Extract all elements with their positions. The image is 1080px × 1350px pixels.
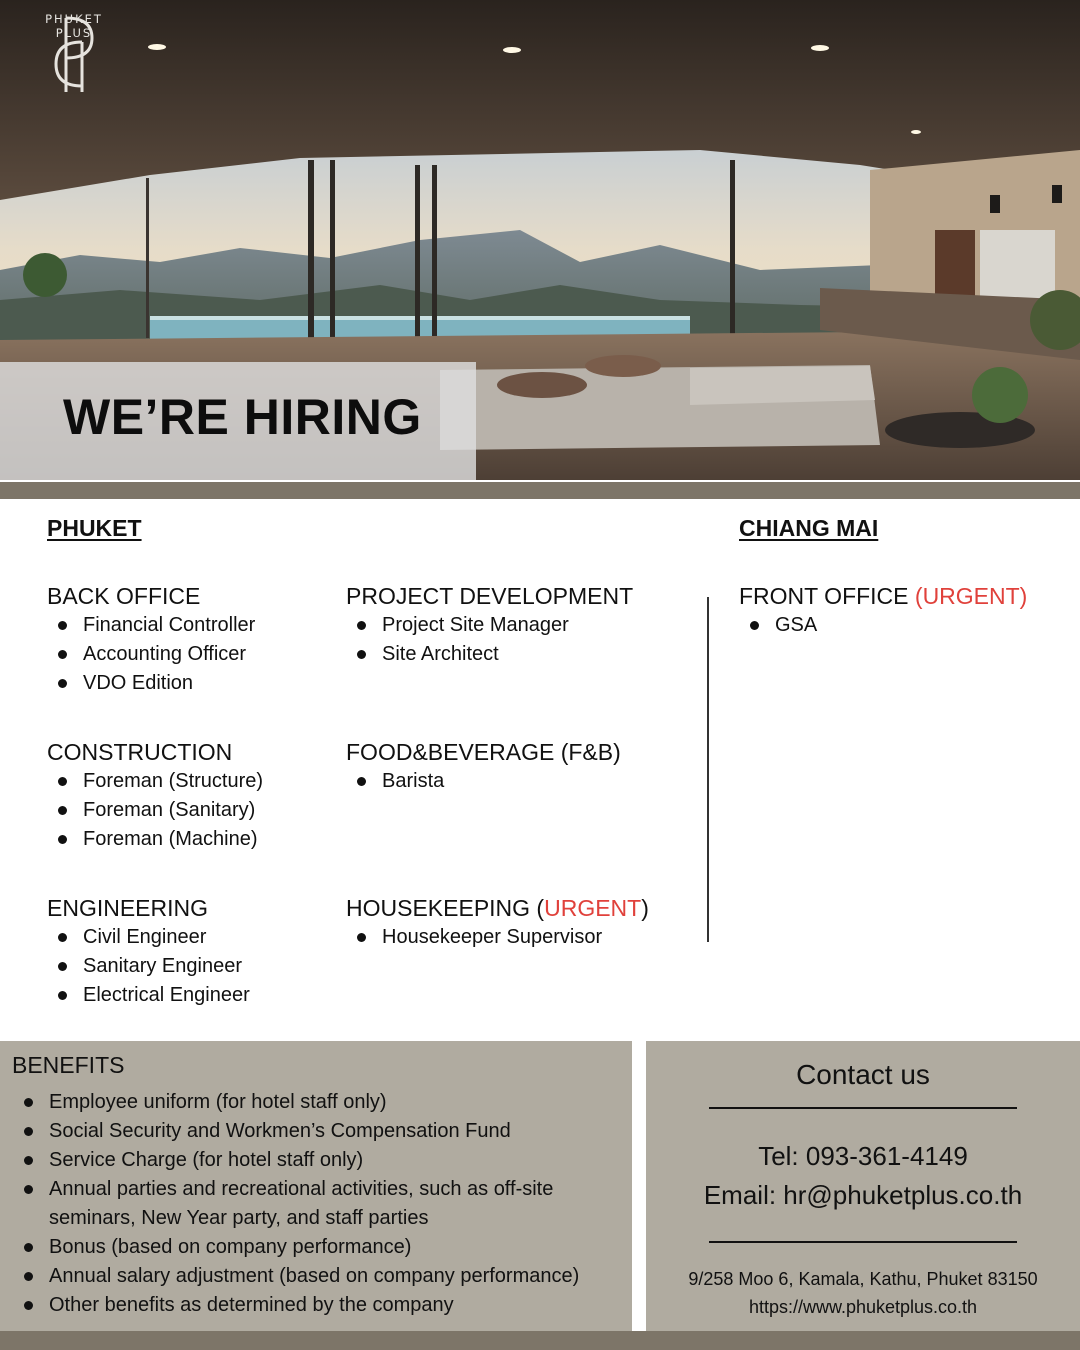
job-item: VDO Edition	[47, 669, 255, 698]
benefits-panel	[0, 1041, 632, 1331]
department-title: CONSTRUCTION	[47, 739, 233, 765]
column-divider	[707, 597, 709, 942]
hero-title: WE’RE HIRING	[63, 389, 422, 445]
urgent-tag: (URGENT)	[914, 583, 1028, 609]
footer-band	[0, 1331, 1080, 1350]
job-list	[739, 611, 1027, 640]
benefit-item: Annual salary adjustment (based on company performance)	[13, 1262, 628, 1291]
job-item: Project Site Manager	[346, 611, 633, 640]
region-title-phuket: PHUKET	[47, 515, 142, 541]
contact-title: Contact us	[796, 1059, 930, 1090]
hero-banner	[0, 0, 1080, 480]
department-title: PROJECT DEVELOPMENT	[346, 583, 634, 609]
job-item: Electrical Engineer	[47, 981, 250, 1010]
job-item: Housekeeper Supervisor	[346, 923, 649, 952]
contact-address: 9/258 Moo 6, Kamala, Kathu, Phuket 83150	[688, 1269, 1038, 1289]
accent-band	[0, 480, 1080, 499]
department-title: ENGINEERING	[47, 895, 209, 921]
job-list	[47, 923, 250, 1010]
phuket-plus-logo	[36, 12, 112, 40]
department-title	[346, 893, 649, 923]
benefits-list	[13, 1088, 628, 1320]
job-item: Accounting Officer	[47, 640, 255, 669]
logo-text-phuket: PHUKET	[45, 12, 103, 26]
job-list	[346, 923, 649, 952]
department-front-office	[739, 581, 1027, 640]
department-back-office	[47, 581, 255, 698]
benefits-title: BENEFITS	[12, 1052, 125, 1078]
contact-divider-bottom	[709, 1241, 1017, 1243]
department-food-beverage	[346, 737, 621, 796]
job-item: GSA	[739, 611, 1027, 640]
contact-divider-top	[709, 1107, 1017, 1109]
urgent-tag: URGENT	[544, 895, 642, 921]
department-name-suffix: )	[641, 895, 649, 921]
department-title: FOOD&BEVERAGE (F&B)	[346, 739, 621, 765]
department-project-development	[346, 581, 633, 669]
job-list	[47, 767, 263, 854]
benefit-item: Employee uniform (for hotel staff only)	[13, 1088, 628, 1117]
job-list	[346, 611, 633, 669]
job-list	[47, 611, 255, 698]
benefit-item: Service Charge (for hotel staff only)	[13, 1146, 628, 1175]
benefit-item: Bonus (based on company performance)	[13, 1233, 628, 1262]
logo-text-plus: PLUS	[55, 26, 93, 40]
department-title	[739, 581, 1027, 611]
job-item: Barista	[346, 767, 621, 796]
department-name: HOUSEKEEPING (	[346, 895, 545, 921]
job-list	[346, 767, 621, 796]
phuket-plus-logo-icon	[36, 12, 112, 100]
job-item: Foreman (Machine)	[47, 825, 263, 854]
contact-email[interactable]: Email: hr@phuketplus.co.th	[703, 1180, 1023, 1210]
job-item: Foreman (Sanitary)	[47, 796, 263, 825]
job-item: Sanitary Engineer	[47, 952, 250, 981]
job-item: Civil Engineer	[47, 923, 250, 952]
department-construction	[47, 737, 263, 854]
department-title: BACK OFFICE	[47, 583, 201, 609]
department-housekeeping	[346, 893, 649, 952]
job-item: Financial Controller	[47, 611, 255, 640]
region-title-chiang-mai: CHIANG MAI	[739, 515, 879, 541]
job-item: Site Architect	[346, 640, 633, 669]
contact-panel	[646, 1041, 1080, 1331]
benefit-item: Annual parties and recreational activities, such as off-site seminars, New Year party, and staff parties	[13, 1175, 628, 1233]
job-item: Foreman (Structure)	[47, 767, 263, 796]
benefit-item: Social Security and Workmen’s Compensation Fund	[13, 1117, 628, 1146]
contact-phone[interactable]: Tel: 093-361-4149	[758, 1141, 968, 1171]
benefit-item: Other benefits as determined by the company	[13, 1291, 628, 1320]
contact-website[interactable]: https://www.phuketplus.co.th	[748, 1297, 978, 1317]
department-engineering	[47, 893, 250, 1010]
department-name: FRONT OFFICE	[739, 583, 915, 609]
